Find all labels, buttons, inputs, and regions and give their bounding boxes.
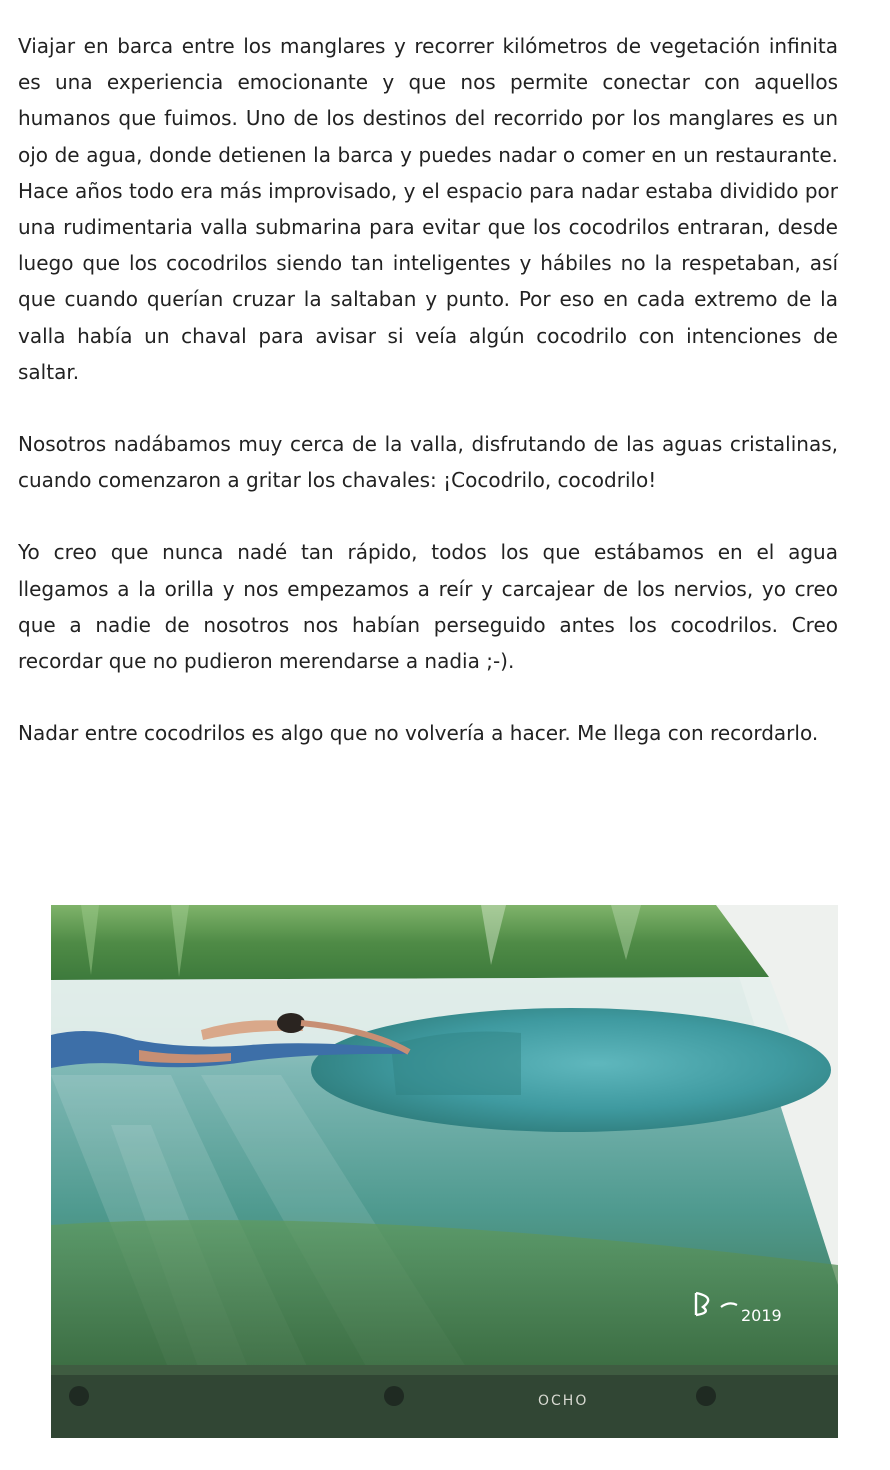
- article-body: [18, 28, 838, 787]
- painting-illustration: [51, 905, 838, 1438]
- painting-image: [51, 905, 838, 1438]
- paragraph-2: Nosotros nadábamos muy cerca de la valla, disfrutando de las aguas cristalinas, cuando comenzaron a gritar los chavales: ¡Cocodrilo, cocodrilo!: [18, 432, 838, 493]
- paragraph-4: Nadar entre cocodrilos es algo que no volvería a hacer. Me llega con recordarlo.: [18, 721, 819, 746]
- paragraph-3: Yo creo que nunca nadé tan rápido, todos los que estábamos en el agua llegamos a la orilla y nos empezamos a reír y carcajear de los nervios, yo creo que a nadie de nosotros nos habían perseguido antes los cocodrilos. Creo recordar que no pudieron merendarse a nadia ;-).: [18, 540, 838, 674]
- paragraph-1: Viajar en barca entre los manglares y recorrer kilómetros de vegetación infinita es una experiencia emocionante y que nos permite conectar con aquellos humanos que fuimos. Uno de los destinos del recorrido por los manglares es un ojo de agua, donde detienen la barca y puedes nadar o comer en un restaurante. Hace años todo era más improvisado, y el espacio para nadar estaba dividido por una rudimentaria valla submarina para evitar que los cocodrilos entraran, desde luego que los cocodrilos siendo tan inteligentes y hábiles no la respetaban, así que cuando querían cruzar la saltaban y punto. Por eso en cada extremo de la valla había un chaval para avisar si veía algún cocodrilo con intenciones de saltar.: [18, 34, 838, 384]
- edge-label: OCHO: [538, 1393, 589, 1409]
- signature-year: 2019: [741, 1306, 782, 1325]
